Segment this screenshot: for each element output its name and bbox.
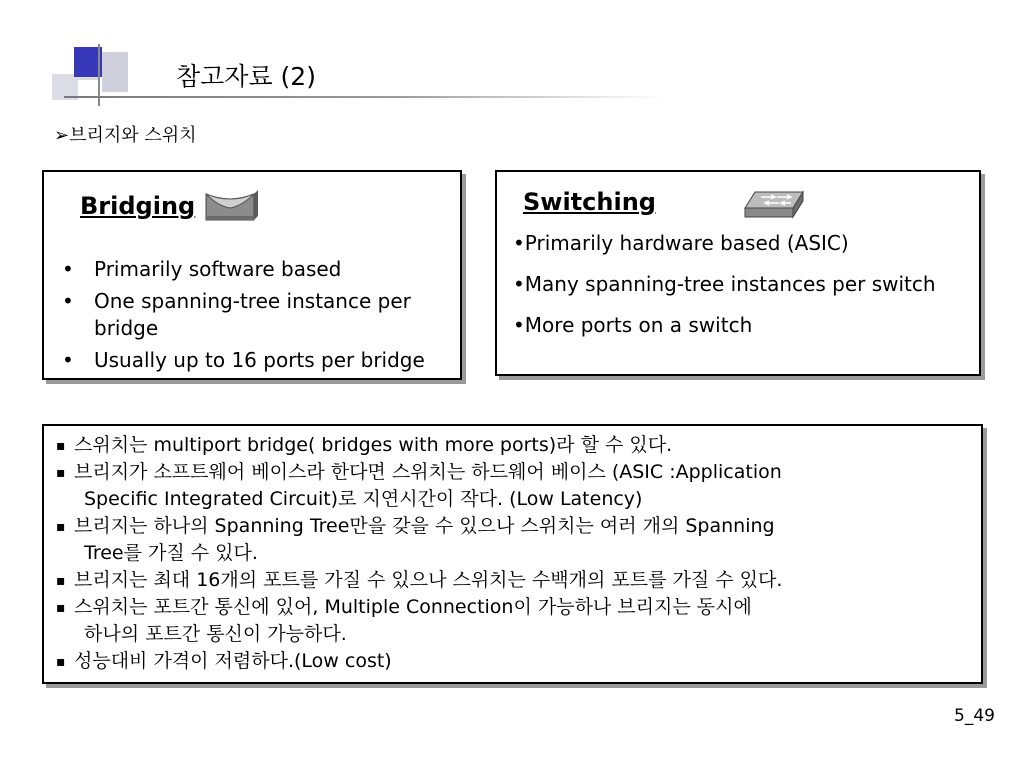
list-item: • Usually up to 16 ports per bridge bbox=[62, 348, 425, 372]
header-horizontal-rule bbox=[64, 96, 664, 98]
square-bullet-icon: ▪ bbox=[56, 465, 66, 481]
slide-title: 참고자료 (2) bbox=[176, 62, 316, 91]
notes-box bbox=[42, 424, 983, 684]
notes-list bbox=[54, 432, 974, 675]
page-number: 5_49 bbox=[954, 706, 995, 726]
list-item: ▪ 스위치는 포트간 통신에 있어, Multiple Connection이 가능하나 브리지는 동시에 하나의 포트간 통신이 가능하다. bbox=[56, 596, 752, 645]
square-bullet-icon: ▪ bbox=[56, 600, 66, 616]
square-bullet-icon: ▪ bbox=[56, 438, 66, 454]
square-bullet-icon: ▪ bbox=[56, 654, 66, 670]
bridging-title: Bridging bbox=[80, 192, 196, 220]
arrow-bullet-icon: ➢ bbox=[54, 125, 70, 146]
list-item: •Primarily hardware based (ASIC) bbox=[513, 231, 849, 255]
switching-title: Switching bbox=[523, 188, 656, 216]
bridge-icon bbox=[202, 186, 260, 226]
bridging-box bbox=[42, 170, 462, 380]
bullet-dot: • bbox=[62, 257, 74, 281]
list-item: • Primarily software based bbox=[62, 257, 342, 281]
bullet-dot: • bbox=[62, 348, 74, 372]
header-decoration-square bbox=[102, 52, 128, 92]
switch-icon bbox=[741, 188, 807, 220]
list-item: ▪ 스위치는 multiport bridge( bridges with more ports)라 할 수 있다. bbox=[54, 432, 974, 459]
switching-list bbox=[513, 230, 973, 353]
list-item: ▪ 브리지가 소프트웨어 베이스라 한다면 스위치는 하드웨어 베이스 (ASIC :Application Specific Integrated Circuit)로 지연시간이 작다. (Low Latency) bbox=[56, 461, 782, 510]
subtitle-text: 브리지와 스위치 bbox=[69, 125, 197, 146]
list-item: ▪ 브리지는 최대 16개의 포트를 가질 수 있으나 스위치는 수백개의 포트를 가질 수 있다. bbox=[54, 567, 974, 594]
list-item: ▪ 브리지는 하나의 Spanning Tree만을 갖을 수 있으나 스위치는 여러 개의 Spanning Tree를 가질 수 있다. bbox=[56, 515, 775, 564]
switching-box bbox=[495, 170, 981, 376]
list-item: • One spanning-tree instance per bridge bbox=[62, 289, 411, 340]
square-bullet-icon: ▪ bbox=[56, 573, 66, 589]
slide-subtitle bbox=[54, 124, 197, 148]
list-item: •More ports on a switch bbox=[513, 313, 753, 337]
bridging-list bbox=[58, 256, 448, 379]
list-item: ▪ 성능대비 가격이 저렴하다.(Low cost) bbox=[54, 648, 974, 675]
square-bullet-icon: ▪ bbox=[56, 519, 66, 535]
list-item: •Many spanning-tree instances per switch bbox=[513, 272, 936, 296]
bullet-dot: • bbox=[62, 289, 74, 313]
